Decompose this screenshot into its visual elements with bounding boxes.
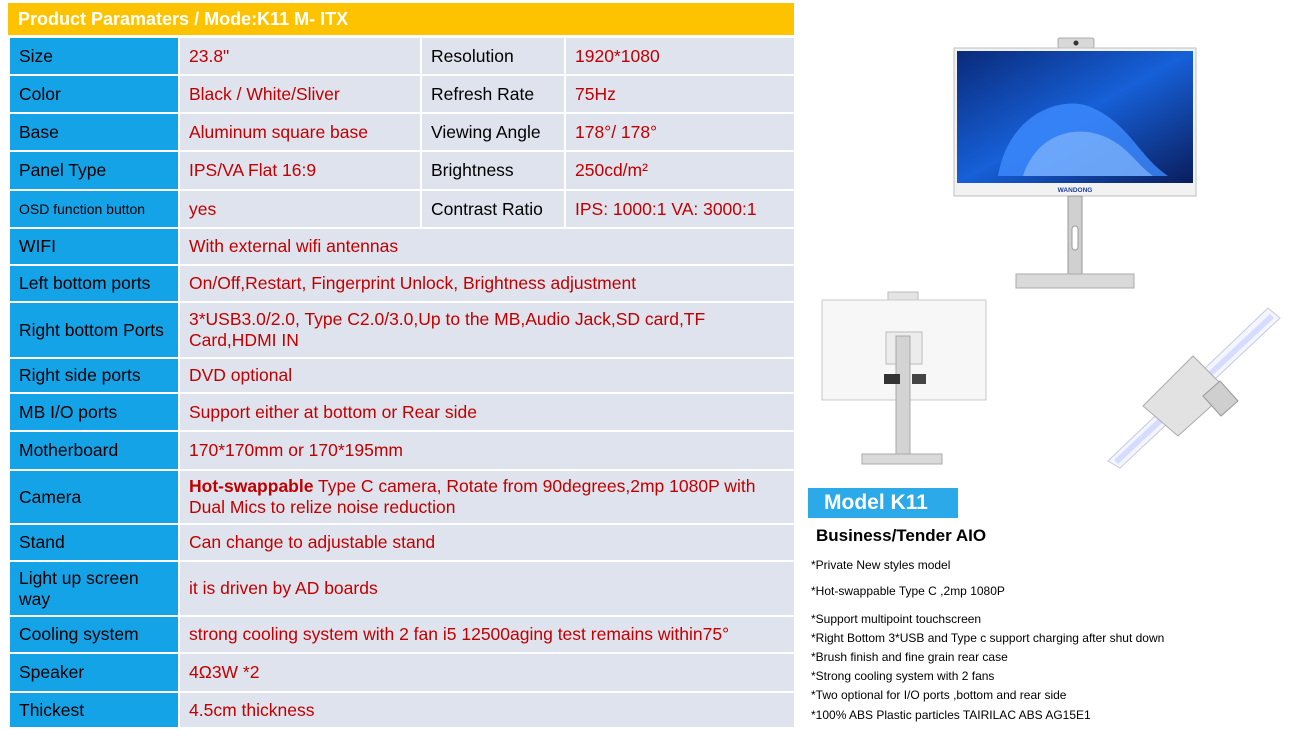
spec-value-stand: Can change to adjustable stand xyxy=(179,524,795,561)
spec-value-light: it is driven by AD boards xyxy=(179,561,795,616)
list-item: *Right Bottom 3*USB and Type c support charging after shut down xyxy=(811,631,1165,645)
rear-ports-icon xyxy=(884,374,900,384)
spec-label-left-ports: Left bottom ports xyxy=(9,265,179,302)
spec-label-resolution: Resolution xyxy=(421,37,565,75)
spec-value-contrast: IPS: 1000:1 VA: 3000:1 xyxy=(565,190,795,228)
spec-value-viewing-angle: 178°/ 178° xyxy=(565,113,795,151)
spec-value-right-bottom-ports: 3*USB3.0/2.0, Type C2.0/3.0,Up to the MB,Audio Jack,SD card,TF Card,HDMI IN xyxy=(179,302,795,358)
spec-value-base: Aluminum square base xyxy=(179,113,421,151)
table-row xyxy=(9,113,795,151)
spec-value-color: Black / White/Sliver xyxy=(179,75,421,113)
table-row xyxy=(9,692,795,728)
spec-label-speaker: Speaker xyxy=(9,653,179,692)
spec-label-right-bottom-ports: Right bottom Ports xyxy=(9,302,179,358)
table-row xyxy=(9,431,795,470)
table-row xyxy=(9,393,795,431)
spec-label-color: Color xyxy=(9,75,179,113)
spec-label-thickest: Thickest xyxy=(9,692,179,728)
list-item: *Two optional for I/O ports ,bottom and rear side xyxy=(811,688,1067,702)
model-badge: Model K11 xyxy=(808,488,958,518)
table-row xyxy=(9,151,795,190)
spec-label-osd: OSD function button xyxy=(9,190,179,228)
product-subtitle: Business/Tender AIO xyxy=(816,526,987,545)
rear-view-monitor xyxy=(822,292,986,464)
list-item: *Support multipoint touchscreen xyxy=(811,612,982,626)
spec-value-motherboard: 170*170mm or 170*195mm xyxy=(179,431,795,470)
spec-label-light: Light up screen way xyxy=(9,561,179,616)
table-row xyxy=(9,470,795,524)
front-view-monitor xyxy=(954,38,1196,288)
product-photos xyxy=(808,36,1292,476)
table-row xyxy=(9,358,795,393)
spec-label-base: Base xyxy=(9,113,179,151)
table-row xyxy=(9,561,795,616)
table-row xyxy=(9,524,795,561)
spec-value-brightness: 250cd/m² xyxy=(565,151,795,190)
table-row xyxy=(9,653,795,692)
spec-label-refresh-rate: Refresh Rate xyxy=(421,75,565,113)
spec-label-cooling: Cooling system xyxy=(9,616,179,653)
table-row xyxy=(9,228,795,265)
spec-value-cooling: strong cooling system with 2 fan i5 12500aging test remains within75° xyxy=(179,616,795,653)
spec-label-viewing-angle: Viewing Angle xyxy=(421,113,565,151)
list-item: *100% ABS Plastic particles TAIRILAC ABS AG15E1 xyxy=(811,708,1091,722)
spec-value-size: 23.8" xyxy=(179,37,421,75)
brand-logo: WANDONG xyxy=(1057,187,1093,194)
spec-value-right-side-ports: DVD optional xyxy=(179,358,795,393)
camera-lens-icon xyxy=(1074,41,1079,46)
spec-value-wifi: With external wifi antennas xyxy=(179,228,795,265)
list-item: *Strong cooling system with 2 fans xyxy=(811,669,995,683)
spec-label-motherboard: Motherboard xyxy=(9,431,179,470)
camera-description: Type C camera, Rotate from 90degrees,2mp 1080P with Dual Mics to relize noise reduction xyxy=(189,476,756,517)
spec-value-camera xyxy=(179,470,795,524)
table-row xyxy=(9,616,795,653)
list-item: *Brush finish and fine grain rear case xyxy=(811,650,1008,664)
table-row xyxy=(9,302,795,358)
spec-label-contrast: Contrast Ratio xyxy=(421,190,565,228)
spec-label-stand: Stand xyxy=(9,524,179,561)
table-row xyxy=(9,190,795,228)
table-row xyxy=(9,37,795,75)
list-item: *Private New styles model xyxy=(811,558,951,572)
spec-value-thickest: 4.5cm thickness xyxy=(179,692,795,728)
spec-value-mb-io: Support either at bottom or Rear side xyxy=(179,393,795,431)
monitor-base xyxy=(1016,274,1134,288)
spec-value-refresh-rate: 75Hz xyxy=(565,75,795,113)
hot-swappable-emphasis: Hot-swappable xyxy=(189,476,314,496)
spec-label-panel-type: Panel Type xyxy=(9,151,179,190)
spec-table xyxy=(8,36,796,729)
spec-label-camera: Camera xyxy=(9,470,179,524)
angled-view-monitor xyxy=(1108,308,1280,468)
list-item: *Hot-swappable Type C ,2mp 1080P xyxy=(811,584,1005,598)
spec-value-osd: yes xyxy=(179,190,421,228)
spec-label-size: Size xyxy=(9,37,179,75)
spec-label-brightness: Brightness xyxy=(421,151,565,190)
spec-value-left-ports: On/Off,Restart, Fingerprint Unlock, Brightness adjustment xyxy=(179,265,795,302)
spec-label-wifi: WIFI xyxy=(9,228,179,265)
spec-label-mb-io: MB I/O ports xyxy=(9,393,179,431)
table-row xyxy=(9,75,795,113)
spec-value-resolution: 1920*1080 xyxy=(565,37,795,75)
spec-value-panel-type: IPS/VA Flat 16:9 xyxy=(179,151,421,190)
spec-label-right-side-ports: Right side ports xyxy=(9,358,179,393)
table-row xyxy=(9,265,795,302)
spec-value-speaker: 4Ω3W *2 xyxy=(179,653,795,692)
page-title: Product Paramaters / Mode:K11 M- ITX xyxy=(8,3,794,35)
